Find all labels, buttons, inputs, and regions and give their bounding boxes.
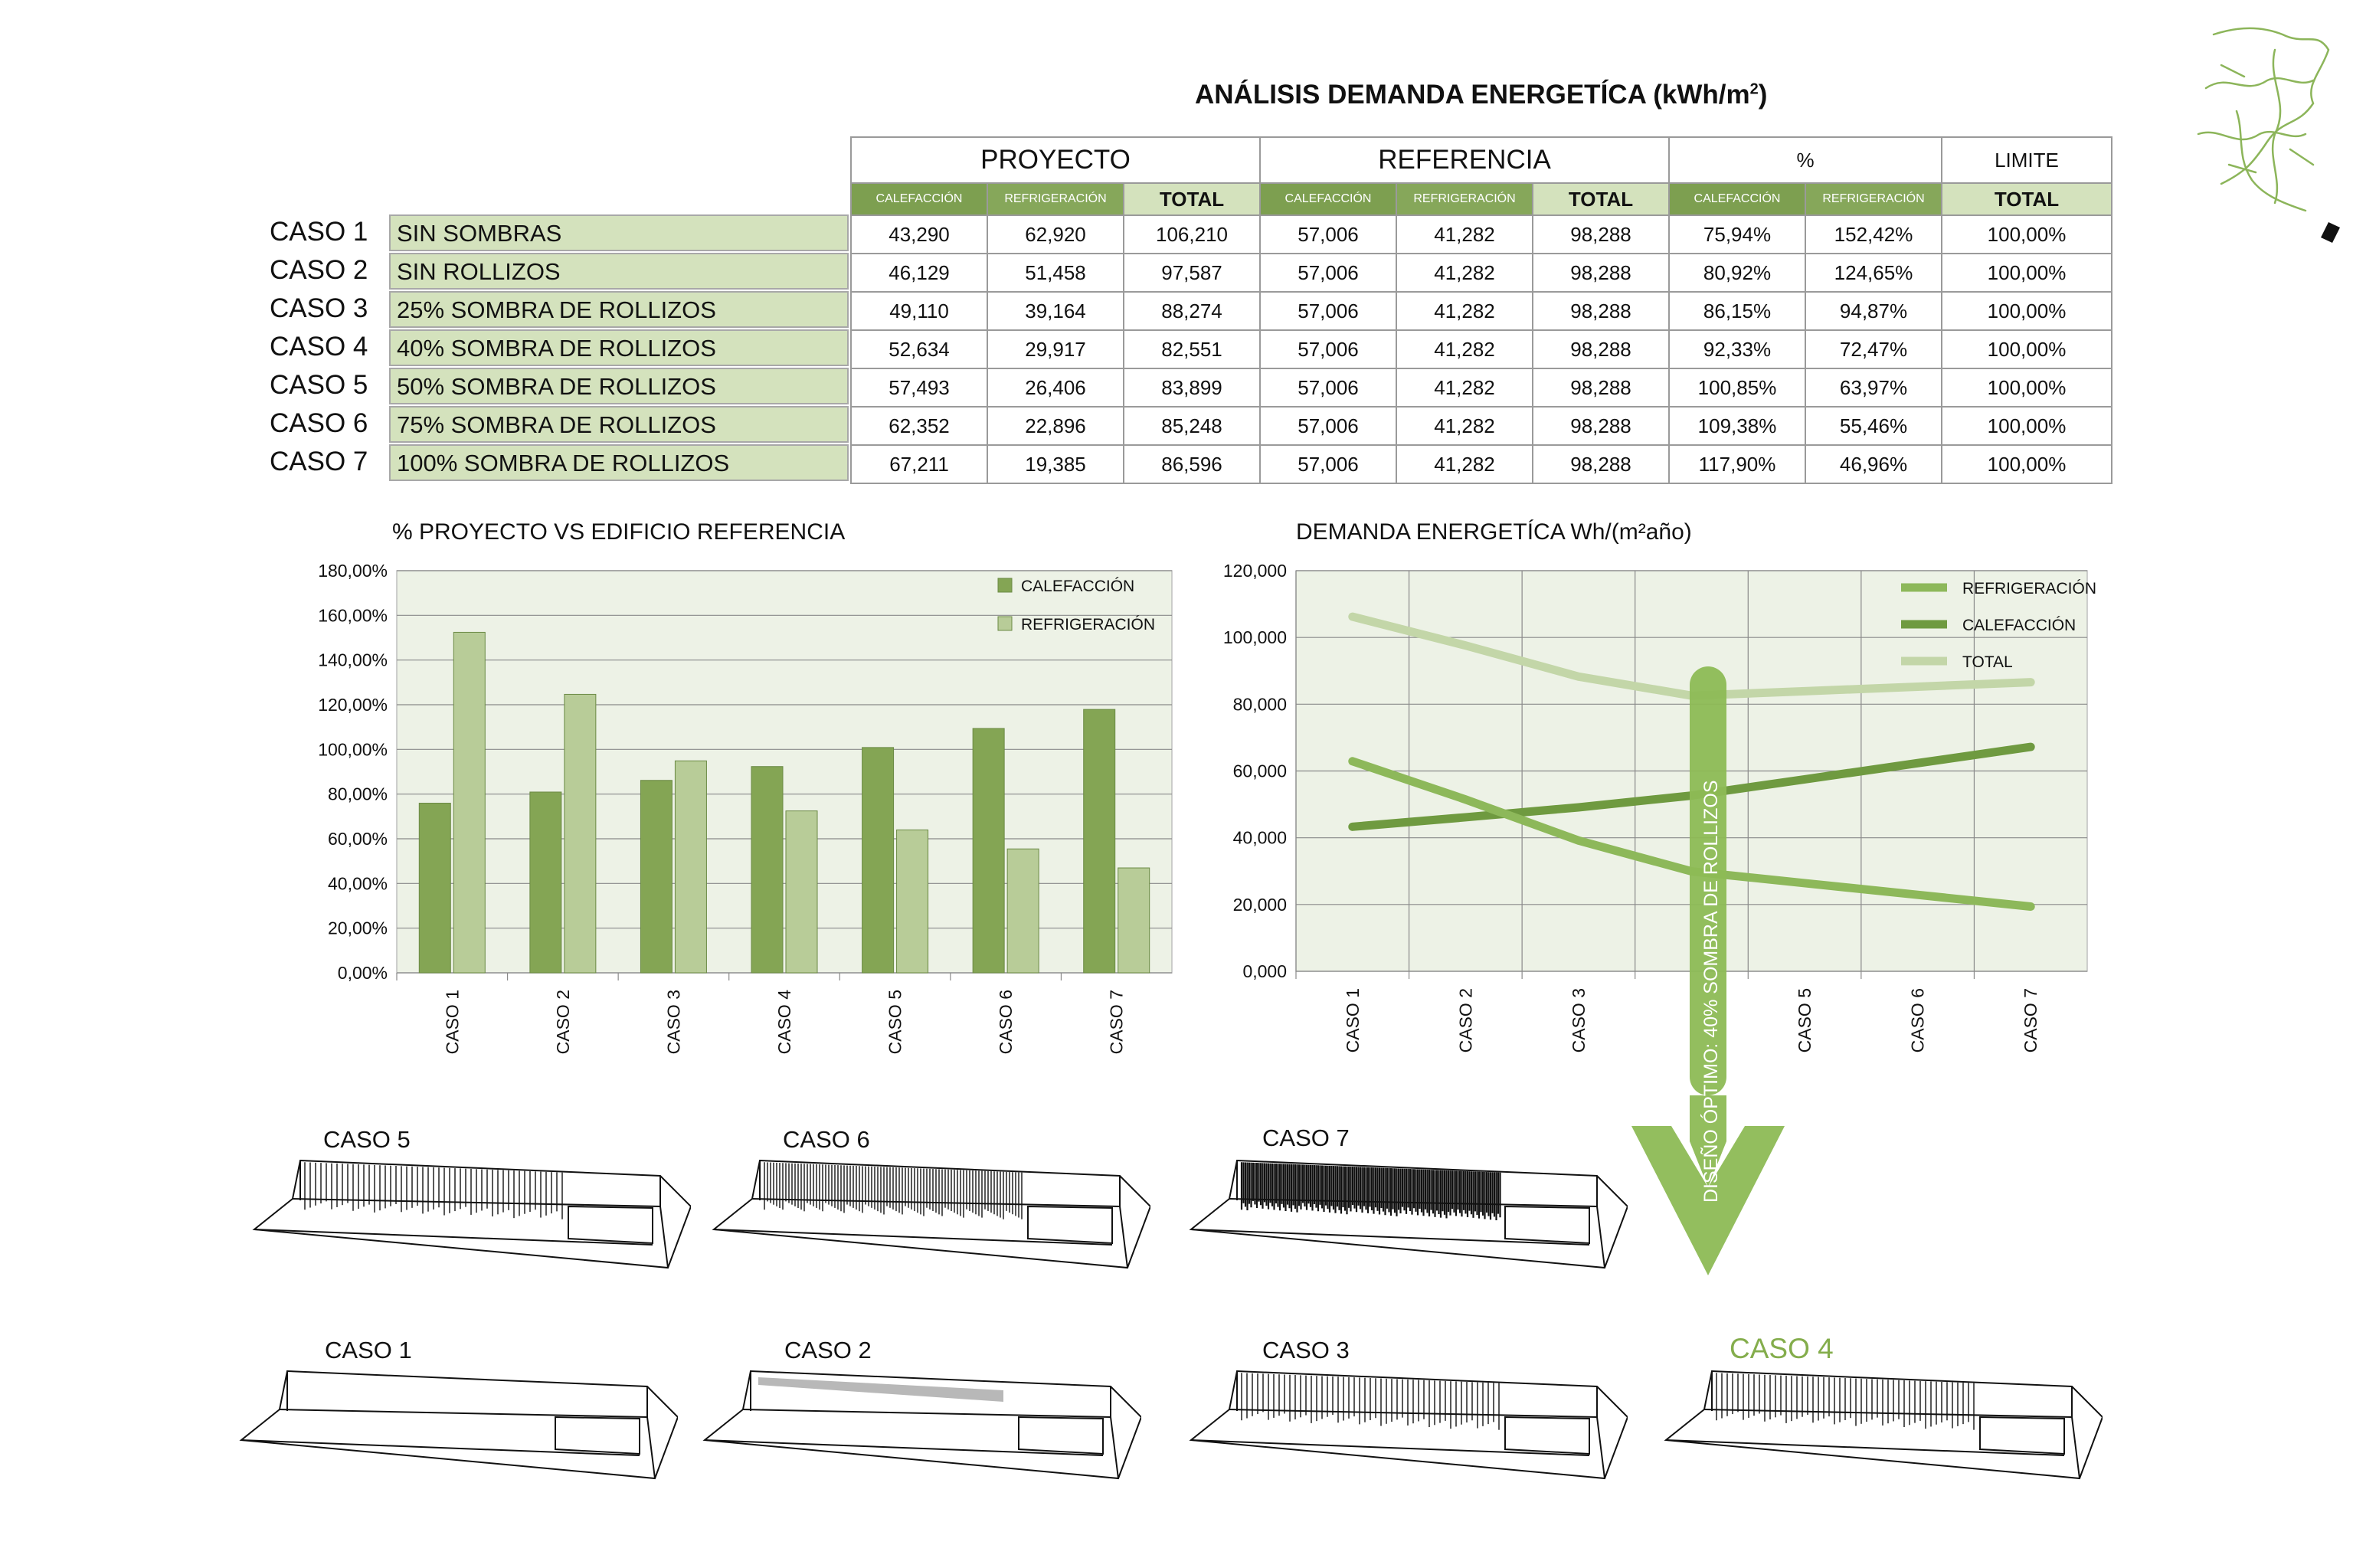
bar-chart: [291, 555, 1195, 1069]
table-row: [851, 215, 2112, 254]
row-description: 25% SOMBRA DE ROLLIZOS: [389, 291, 849, 328]
table-cell: 92,33%: [1669, 330, 1805, 368]
y-tick-label: 0,00%: [337, 963, 388, 983]
table-cell: 57,006: [1260, 445, 1396, 483]
table-row: [851, 254, 2112, 292]
column-header: REFRIGERACIÓN: [1805, 183, 1942, 215]
x-tick-label: CASO 6: [996, 990, 1016, 1055]
y-tick-label: 40,000: [1232, 827, 1287, 848]
table-cell: 86,596: [1124, 445, 1260, 483]
row-case-label: CASO 7: [270, 447, 368, 476]
page-title: ANÁLISIS DEMANDA ENERGETÍCA $(kWh/m^2)$: [1195, 80, 1768, 110]
bar-refrigeracion: [1118, 868, 1150, 973]
y-tick-label: 60,00%: [327, 829, 388, 849]
case-label-highlight: CASO 4: [1730, 1333, 1834, 1364]
y-tick-label: 20,000: [1232, 894, 1287, 915]
x-tick-label: CASO 3: [1568, 988, 1589, 1053]
x-tick-label: CASO 5: [1795, 988, 1815, 1053]
table-cell: 57,493: [851, 368, 987, 407]
group-header-limite: LIMITE: [1942, 137, 2112, 183]
bar-calefaccion: [640, 781, 672, 973]
table-cell: 100,00%: [1942, 330, 2112, 368]
y-tick-label: 40,00%: [327, 873, 388, 894]
bar-refrigeracion: [675, 761, 706, 973]
table-cell: 100,00%: [1942, 215, 2112, 254]
column-header: REFRIGERACIÓN: [987, 183, 1124, 215]
y-tick-label: 80,000: [1232, 694, 1287, 715]
table-cell: 29,917: [987, 330, 1124, 368]
column-header: CALEFACCIÓN: [1669, 183, 1805, 215]
table-cell: 43,290: [851, 215, 987, 254]
row-description: 40% SOMBRA DE ROLLIZOS: [389, 329, 849, 366]
case-label: CASO 2: [784, 1337, 872, 1363]
case-label: CASO 3: [1262, 1337, 1350, 1363]
table-cell: 100,00%: [1942, 292, 2112, 330]
table-cell: 19,385: [987, 445, 1124, 483]
table-cell: 80,92%: [1669, 254, 1805, 292]
x-tick-label: CASO 7: [2021, 988, 2041, 1053]
table-cell: 98,288: [1533, 368, 1669, 407]
bar-refrigeracion: [1007, 849, 1039, 973]
legend-label: CALEFACCIÓN: [1962, 617, 2076, 634]
sketch-logo: [2191, 19, 2351, 249]
x-tick-label: CASO 5: [885, 990, 905, 1055]
table-cell: 72,47%: [1805, 330, 1942, 368]
table-cell: 41,282: [1396, 330, 1533, 368]
table-row: [851, 407, 2112, 445]
case-label: CASO 6: [783, 1126, 870, 1153]
table-cell: 57,006: [1260, 292, 1396, 330]
column-header: CALEFACCIÓN: [851, 183, 987, 215]
table-cell: 83,899: [1124, 368, 1260, 407]
y-tick-label: 20,00%: [327, 918, 388, 938]
bar-calefaccion: [1084, 709, 1115, 973]
table-cell: 98,288: [1533, 254, 1669, 292]
table-cell: 85,248: [1124, 407, 1260, 445]
row-description: SIN ROLLIZOS: [389, 253, 849, 290]
legend-label: CALEFACCIÓN: [1021, 578, 1135, 595]
y-tick-label: 80,00%: [327, 784, 388, 804]
table-cell: 100,00%: [1942, 368, 2112, 407]
optimal-design-arrow: [1624, 666, 1792, 1279]
table-cell: 62,920: [987, 215, 1124, 254]
table-cell: 52,634: [851, 330, 987, 368]
group-header-referencia: REFERENCIA: [1260, 137, 1669, 183]
column-header: TOTAL: [1533, 183, 1669, 215]
table-cell: 57,006: [1260, 407, 1396, 445]
table-cell: 41,282: [1396, 292, 1533, 330]
y-tick-label: 60,000: [1232, 761, 1287, 781]
x-tick-label: CASO 4: [774, 990, 794, 1055]
table-cell: 75,94%: [1669, 215, 1805, 254]
table-cell: 88,274: [1124, 292, 1260, 330]
table-cell: 41,282: [1396, 368, 1533, 407]
table-cell: 41,282: [1396, 215, 1533, 254]
energy-table: [850, 136, 2112, 484]
y-tick-label: 160,00%: [318, 605, 388, 626]
table-cell: 100,00%: [1942, 254, 2112, 292]
case-label: CASO 7: [1262, 1124, 1350, 1151]
row-description: 50% SOMBRA DE ROLLIZOS: [389, 368, 849, 404]
building-view: [247, 1153, 691, 1275]
bar-calefaccion: [862, 748, 894, 973]
case-label: CASO 1: [325, 1337, 412, 1363]
table-cell: 46,96%: [1805, 445, 1942, 483]
row-case-label: CASO 1: [270, 217, 368, 247]
table-cell: 49,110: [851, 292, 987, 330]
bar-calefaccion: [973, 728, 1004, 973]
table-cell: 98,288: [1533, 292, 1669, 330]
row-case-label: CASO 2: [270, 255, 368, 285]
table-cell: 41,282: [1396, 254, 1533, 292]
building-view: [1183, 1153, 1628, 1275]
building-outline: [1666, 1371, 2103, 1478]
table-cell: 124,65%: [1805, 254, 1942, 292]
table-cell: 46,129: [851, 254, 987, 292]
bar-calefaccion: [419, 804, 450, 973]
y-tick-label: 180,00%: [318, 561, 388, 581]
case-label: CASO 5: [323, 1126, 411, 1153]
x-tick-label: CASO 6: [1907, 988, 1928, 1053]
table-cell: 41,282: [1396, 407, 1533, 445]
table-cell: 57,006: [1260, 215, 1396, 254]
table-cell: 41,282: [1396, 445, 1533, 483]
column-header: REFRIGERACIÓN: [1396, 183, 1533, 215]
y-tick-label: 120,00%: [318, 695, 388, 715]
table-body: [851, 215, 2112, 483]
table-row: [851, 330, 2112, 368]
table-cell: 100,00%: [1942, 445, 2112, 483]
line-chart-title: DEMANDA ENERGETÍCA Wh/(m²año): [1296, 519, 1692, 545]
bar-refrigeracion: [453, 632, 485, 973]
legend-swatch: [998, 578, 1012, 592]
bar-refrigeracion: [786, 811, 817, 973]
table-row: [851, 445, 2112, 483]
table-cell: 98,288: [1533, 445, 1669, 483]
x-tick-label: CASO 3: [663, 990, 684, 1055]
building-outline: [241, 1371, 678, 1478]
row-case-label: CASO 5: [270, 370, 368, 400]
table-cell: 57,006: [1260, 368, 1396, 407]
table-cell: 109,38%: [1669, 407, 1805, 445]
table-row: [851, 292, 2112, 330]
column-header: CALEFACCIÓN: [1260, 183, 1396, 215]
building-outline: [254, 1160, 691, 1268]
building-view: [1183, 1363, 1628, 1486]
table-cell: 98,288: [1533, 215, 1669, 254]
arrow-annotation: DISEÑO ÓPTIMO: 40% SOMBRA DE ROLLIZOS: [1700, 780, 1722, 1203]
building-view: [706, 1153, 1150, 1275]
table-cell: 98,288: [1533, 407, 1669, 445]
x-tick-label: CASO 2: [552, 990, 573, 1055]
x-tick-label: CASO 1: [442, 990, 463, 1055]
table-cell: 39,164: [987, 292, 1124, 330]
row-case-label: CASO 4: [270, 332, 368, 362]
x-tick-label: CASO 1: [1342, 988, 1363, 1053]
row-case-label: CASO 6: [270, 408, 368, 438]
legend-swatch: [998, 617, 1012, 630]
x-tick-label: CASO 7: [1106, 990, 1127, 1055]
column-header: TOTAL: [1124, 183, 1260, 215]
building-view: [234, 1363, 678, 1486]
row-case-label: CASO 3: [270, 293, 368, 323]
table-cell: 57,006: [1260, 330, 1396, 368]
bar-refrigeracion: [897, 830, 928, 973]
building-outline: [1191, 1371, 1628, 1478]
bar-chart-title: % PROYECTO VS EDIFICIO REFERENCIA: [392, 519, 846, 545]
column-header: TOTAL: [1942, 183, 2112, 215]
building-view: [1658, 1363, 2103, 1486]
row-description: 100% SOMBRA DE ROLLIZOS: [389, 444, 849, 481]
row-description: SIN SOMBRAS: [389, 214, 849, 251]
table-cell: 22,896: [987, 407, 1124, 445]
table-cell: 82,551: [1124, 330, 1260, 368]
y-tick-label: 140,00%: [318, 650, 388, 670]
bar-calefaccion: [751, 767, 783, 973]
table-cell: 57,006: [1260, 254, 1396, 292]
building-view: [697, 1363, 1141, 1486]
table-cell: 117,90%: [1669, 445, 1805, 483]
table-cell: 63,97%: [1805, 368, 1942, 407]
table-cell: 106,210: [1124, 215, 1260, 254]
table-cell: 100,00%: [1942, 407, 2112, 445]
legend-label: REFRIGERACIÓN: [1021, 616, 1156, 633]
y-tick-label: 120,000: [1222, 561, 1287, 581]
group-header-percent: %: [1669, 137, 1942, 183]
group-header-proyecto: PROYECTO: [851, 137, 1260, 183]
bar-calefaccion: [530, 792, 561, 973]
table-cell: 55,46%: [1805, 407, 1942, 445]
table-cell: 94,87%: [1805, 292, 1942, 330]
bar-refrigeracion: [565, 694, 596, 973]
legend-label: TOTAL: [1962, 653, 2013, 671]
row-description: 75% SOMBRA DE ROLLIZOS: [389, 406, 849, 443]
table-row: [851, 368, 2112, 407]
table-cell: 51,458: [987, 254, 1124, 292]
table-cell: 26,406: [987, 368, 1124, 407]
table-cell: 100,85%: [1669, 368, 1805, 407]
y-tick-label: 100,000: [1222, 627, 1287, 648]
table-cell: 98,288: [1533, 330, 1669, 368]
table-cell: 86,15%: [1669, 292, 1805, 330]
table-cell: 67,211: [851, 445, 987, 483]
y-tick-label: 100,00%: [318, 739, 388, 760]
table-cell: 62,352: [851, 407, 987, 445]
x-tick-label: CASO 2: [1455, 988, 1476, 1053]
table-cell: 97,587: [1124, 254, 1260, 292]
table-cell: 152,42%: [1805, 215, 1942, 254]
legend-label: REFRIGERACIÓN: [1962, 580, 2097, 597]
y-tick-label: 0,000: [1242, 961, 1287, 981]
